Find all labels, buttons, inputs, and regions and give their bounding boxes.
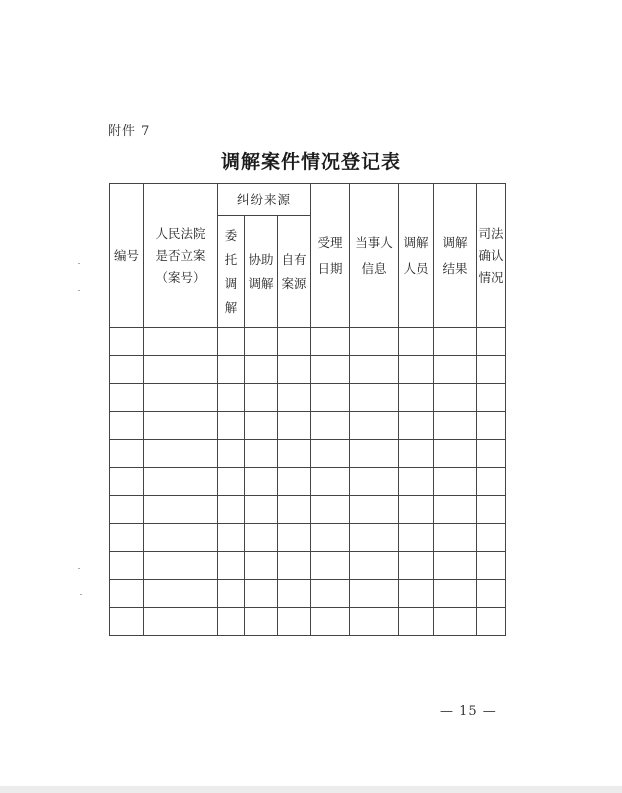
- table-cell[interactable]: [278, 524, 311, 552]
- table-cell[interactable]: [311, 524, 350, 552]
- table-cell[interactable]: [218, 608, 245, 636]
- table-cell[interactable]: [144, 440, 218, 468]
- table-cell[interactable]: [245, 608, 278, 636]
- table-cell[interactable]: [434, 328, 477, 356]
- table-cell[interactable]: [477, 328, 506, 356]
- table-cell[interactable]: [218, 524, 245, 552]
- table-row: [110, 440, 506, 468]
- table-cell[interactable]: [311, 384, 350, 412]
- table-cell[interactable]: [311, 356, 350, 384]
- header-party-info: 当事人 信息: [350, 184, 399, 328]
- table-cell[interactable]: [278, 328, 311, 356]
- table-cell[interactable]: [245, 468, 278, 496]
- table-row: [110, 384, 506, 412]
- table-cell[interactable]: [144, 468, 218, 496]
- header-accept-date: 受理 日期: [311, 184, 350, 328]
- table-cell[interactable]: [110, 496, 144, 524]
- table-cell[interactable]: [110, 608, 144, 636]
- table-cell[interactable]: [434, 356, 477, 384]
- table-cell[interactable]: [399, 384, 434, 412]
- scan-margin-mark: [78, 568, 80, 569]
- table-cell[interactable]: [144, 552, 218, 580]
- table-cell[interactable]: [218, 328, 245, 356]
- table-cell[interactable]: [477, 468, 506, 496]
- table-row: [110, 552, 506, 580]
- table-cell[interactable]: [218, 412, 245, 440]
- table-row: [110, 412, 506, 440]
- table-cell[interactable]: [110, 524, 144, 552]
- table-cell[interactable]: [278, 552, 311, 580]
- mediation-register-table: [109, 183, 506, 636]
- page-number: — 15 —: [440, 704, 497, 719]
- table-cell[interactable]: [245, 580, 278, 608]
- table-cell[interactable]: [350, 384, 399, 412]
- table-row: [110, 468, 506, 496]
- table-cell[interactable]: [245, 356, 278, 384]
- scan-page-edge: [0, 786, 622, 793]
- attachment-label: 附件 7: [108, 124, 151, 139]
- table-cell[interactable]: [399, 580, 434, 608]
- table-cell[interactable]: [434, 524, 477, 552]
- table-cell[interactable]: [350, 328, 399, 356]
- table-cell[interactable]: [144, 328, 218, 356]
- table-cell[interactable]: [110, 580, 144, 608]
- header-dispute-source: 纠纷来源: [218, 184, 311, 216]
- table-cell[interactable]: [311, 580, 350, 608]
- header-own-cases: 自有 案源: [278, 216, 311, 328]
- table-cell[interactable]: [399, 524, 434, 552]
- table-cell[interactable]: [144, 496, 218, 524]
- table-cell[interactable]: [434, 468, 477, 496]
- table-cell[interactable]: [311, 468, 350, 496]
- table-cell[interactable]: [399, 468, 434, 496]
- table-row: [110, 524, 506, 552]
- table-cell[interactable]: [278, 412, 311, 440]
- table-cell[interactable]: [350, 468, 399, 496]
- table-cell[interactable]: [311, 412, 350, 440]
- table-cell[interactable]: [311, 608, 350, 636]
- table-cell[interactable]: [350, 608, 399, 636]
- scan-margin-mark: [78, 263, 80, 264]
- table-cell[interactable]: [110, 468, 144, 496]
- table-cell[interactable]: [245, 384, 278, 412]
- table-cell[interactable]: [350, 580, 399, 608]
- table-cell[interactable]: [399, 328, 434, 356]
- table-cell[interactable]: [218, 468, 245, 496]
- table-cell[interactable]: [278, 440, 311, 468]
- header-judicial-confirmation: 司法 确认 情况: [477, 184, 506, 328]
- table-cell[interactable]: [350, 440, 399, 468]
- table-cell[interactable]: [278, 608, 311, 636]
- table-cell[interactable]: [278, 384, 311, 412]
- table-row: [110, 608, 506, 636]
- table-cell[interactable]: [399, 496, 434, 524]
- table-cell[interactable]: [245, 552, 278, 580]
- table-row: [110, 328, 506, 356]
- table-cell[interactable]: [477, 412, 506, 440]
- table-cell[interactable]: [218, 552, 245, 580]
- table-cell[interactable]: [110, 328, 144, 356]
- table-cell[interactable]: [477, 552, 506, 580]
- table-cell[interactable]: [311, 496, 350, 524]
- table-body: [110, 328, 506, 636]
- table-cell[interactable]: [144, 356, 218, 384]
- table-cell[interactable]: [144, 580, 218, 608]
- table-cell[interactable]: [278, 580, 311, 608]
- header-court-case: 人民法院 是否立案 （案号）: [144, 184, 218, 328]
- scan-margin-mark: [78, 290, 80, 291]
- header-mediator: 调解 人员: [399, 184, 434, 328]
- scan-margin-mark: [80, 594, 82, 595]
- table-cell[interactable]: [434, 384, 477, 412]
- table-row: [110, 580, 506, 608]
- table-row: [110, 496, 506, 524]
- table-row: [110, 356, 506, 384]
- table-cell[interactable]: [350, 356, 399, 384]
- table-cell[interactable]: [218, 496, 245, 524]
- table-cell[interactable]: [350, 524, 399, 552]
- header-result: 调解 结果: [434, 184, 477, 328]
- table-cell[interactable]: [110, 440, 144, 468]
- table-cell[interactable]: [311, 552, 350, 580]
- table-cell[interactable]: [144, 608, 218, 636]
- table-cell[interactable]: [245, 412, 278, 440]
- header-number: 编号: [110, 184, 144, 328]
- table-cell[interactable]: [477, 440, 506, 468]
- table-cell[interactable]: [245, 524, 278, 552]
- table-cell[interactable]: [477, 580, 506, 608]
- table-cell[interactable]: [477, 496, 506, 524]
- table-cell[interactable]: [278, 356, 311, 384]
- table-cell[interactable]: [434, 440, 477, 468]
- table-cell[interactable]: [311, 328, 350, 356]
- table-cell[interactable]: [399, 608, 434, 636]
- table-cell[interactable]: [350, 496, 399, 524]
- table-cell[interactable]: [245, 328, 278, 356]
- table-cell[interactable]: [218, 356, 245, 384]
- table-cell[interactable]: [434, 496, 477, 524]
- table-cell[interactable]: [350, 412, 399, 440]
- table-cell[interactable]: [110, 412, 144, 440]
- table-cell[interactable]: [434, 608, 477, 636]
- table-cell[interactable]: [477, 356, 506, 384]
- table-cell[interactable]: [434, 580, 477, 608]
- table-cell[interactable]: [399, 356, 434, 384]
- table-cell[interactable]: [278, 496, 311, 524]
- table-cell[interactable]: [311, 440, 350, 468]
- table-cell[interactable]: [477, 384, 506, 412]
- table-cell[interactable]: [399, 412, 434, 440]
- table-cell[interactable]: [218, 580, 245, 608]
- table-cell[interactable]: [245, 440, 278, 468]
- table-cell[interactable]: [218, 384, 245, 412]
- table-cell[interactable]: [110, 552, 144, 580]
- table-cell[interactable]: [477, 524, 506, 552]
- header-entrusted-mediation: 委托调解: [218, 216, 245, 328]
- table-cell[interactable]: [144, 384, 218, 412]
- table-cell[interactable]: [144, 412, 218, 440]
- table-cell[interactable]: [434, 412, 477, 440]
- table-cell[interactable]: [399, 440, 434, 468]
- table-cell[interactable]: [110, 356, 144, 384]
- table-cell[interactable]: [278, 468, 311, 496]
- table-cell[interactable]: [434, 552, 477, 580]
- table-cell[interactable]: [350, 552, 399, 580]
- page-title: 调解案件情况登记表: [220, 151, 401, 173]
- table-cell[interactable]: [110, 384, 144, 412]
- table-cell[interactable]: [218, 440, 245, 468]
- table-cell[interactable]: [477, 608, 506, 636]
- table-cell[interactable]: [144, 524, 218, 552]
- table-cell[interactable]: [245, 496, 278, 524]
- header-assisted-mediation: 协助 调解: [245, 216, 278, 328]
- table-cell[interactable]: [399, 552, 434, 580]
